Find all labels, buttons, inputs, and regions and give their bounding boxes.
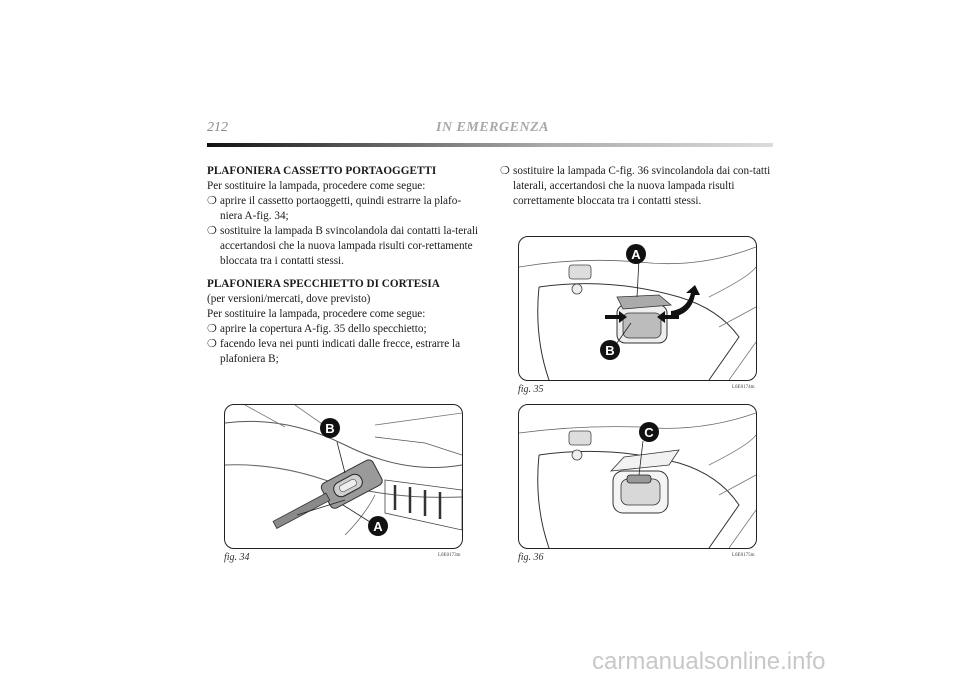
right-column [500, 164, 772, 209]
figure-35 [518, 236, 757, 381]
list-item [207, 337, 479, 367]
bullet-icon: ❍ [207, 225, 217, 237]
section-title: IN EMERGENZA [436, 120, 549, 135]
watermark: carmanualsonline.info [592, 648, 826, 675]
bullet-icon: ❍ [500, 165, 510, 177]
callout-label: A [631, 247, 641, 262]
glovebox-lamp-illustration [225, 405, 462, 548]
header-rule [207, 143, 773, 147]
mirror-cover-illustration [519, 237, 756, 380]
list-item-text: aprire la copertura A-fig. 35 dello specchietto; [220, 323, 427, 335]
figure-36 [518, 404, 757, 549]
list-item [207, 322, 479, 337]
fig-36-caption: fig. 36 [518, 552, 544, 563]
fig-34-caption: fig. 34 [224, 552, 250, 563]
page-number: 212 [207, 120, 228, 135]
callout-label: A [373, 519, 383, 534]
list-item [500, 164, 772, 209]
list-item [207, 224, 479, 269]
bullet-icon: ❍ [207, 195, 217, 207]
figure-34 [224, 404, 463, 549]
fig-36-code: L0E0175m [732, 553, 755, 558]
mirror-lamp-illustration [519, 405, 756, 548]
fig-35-caption: fig. 35 [518, 384, 544, 395]
subheading-text: (per versioni/mercati, dove previsto) [207, 293, 371, 305]
list-item [207, 194, 479, 224]
callout-label: B [605, 343, 615, 358]
fig-35-code: L0E0174m [732, 385, 755, 390]
bullet-icon: ❍ [207, 323, 217, 335]
callout-label: B [325, 421, 335, 436]
bullet-icon: ❍ [207, 338, 217, 350]
intro-text: Per sostituire la lampada, procedere come segue: [207, 308, 426, 320]
heading-mirror-lamp: PLAFONIERA SPECCHIETTO DI CORTESIA [207, 278, 440, 290]
list-item-text: sostituire la lampada C-fig. 36 svincolandola dai con-tatti laterali, accertandosi che la nuova lampada risulti correttamente bloccata tra i contatti stessi. [513, 165, 771, 207]
intro-text: Per sostituire la lampada, procedere come segue: [207, 180, 426, 192]
list-item-text: aprire il cassetto portaoggetti, quindi estrarre la plafo-niera A-fig. 34; [220, 195, 462, 222]
callout-label: C [644, 425, 654, 440]
list-item-text: facendo leva nei punti indicati dalle frecce, estrarre la plafoniera B; [220, 338, 461, 365]
left-column [207, 164, 479, 367]
list-item-text: sostituire la lampada B svincolandola dai contatti la-terali accertandosi che la nuova lampada risulti cor-rettamente bloccata tra i contatti stessi. [220, 225, 479, 267]
heading-glovebox-lamp: PLAFONIERA CASSETTO PORTAOGGETTI [207, 165, 437, 177]
fig-34-code: L0E0173m [438, 553, 461, 558]
